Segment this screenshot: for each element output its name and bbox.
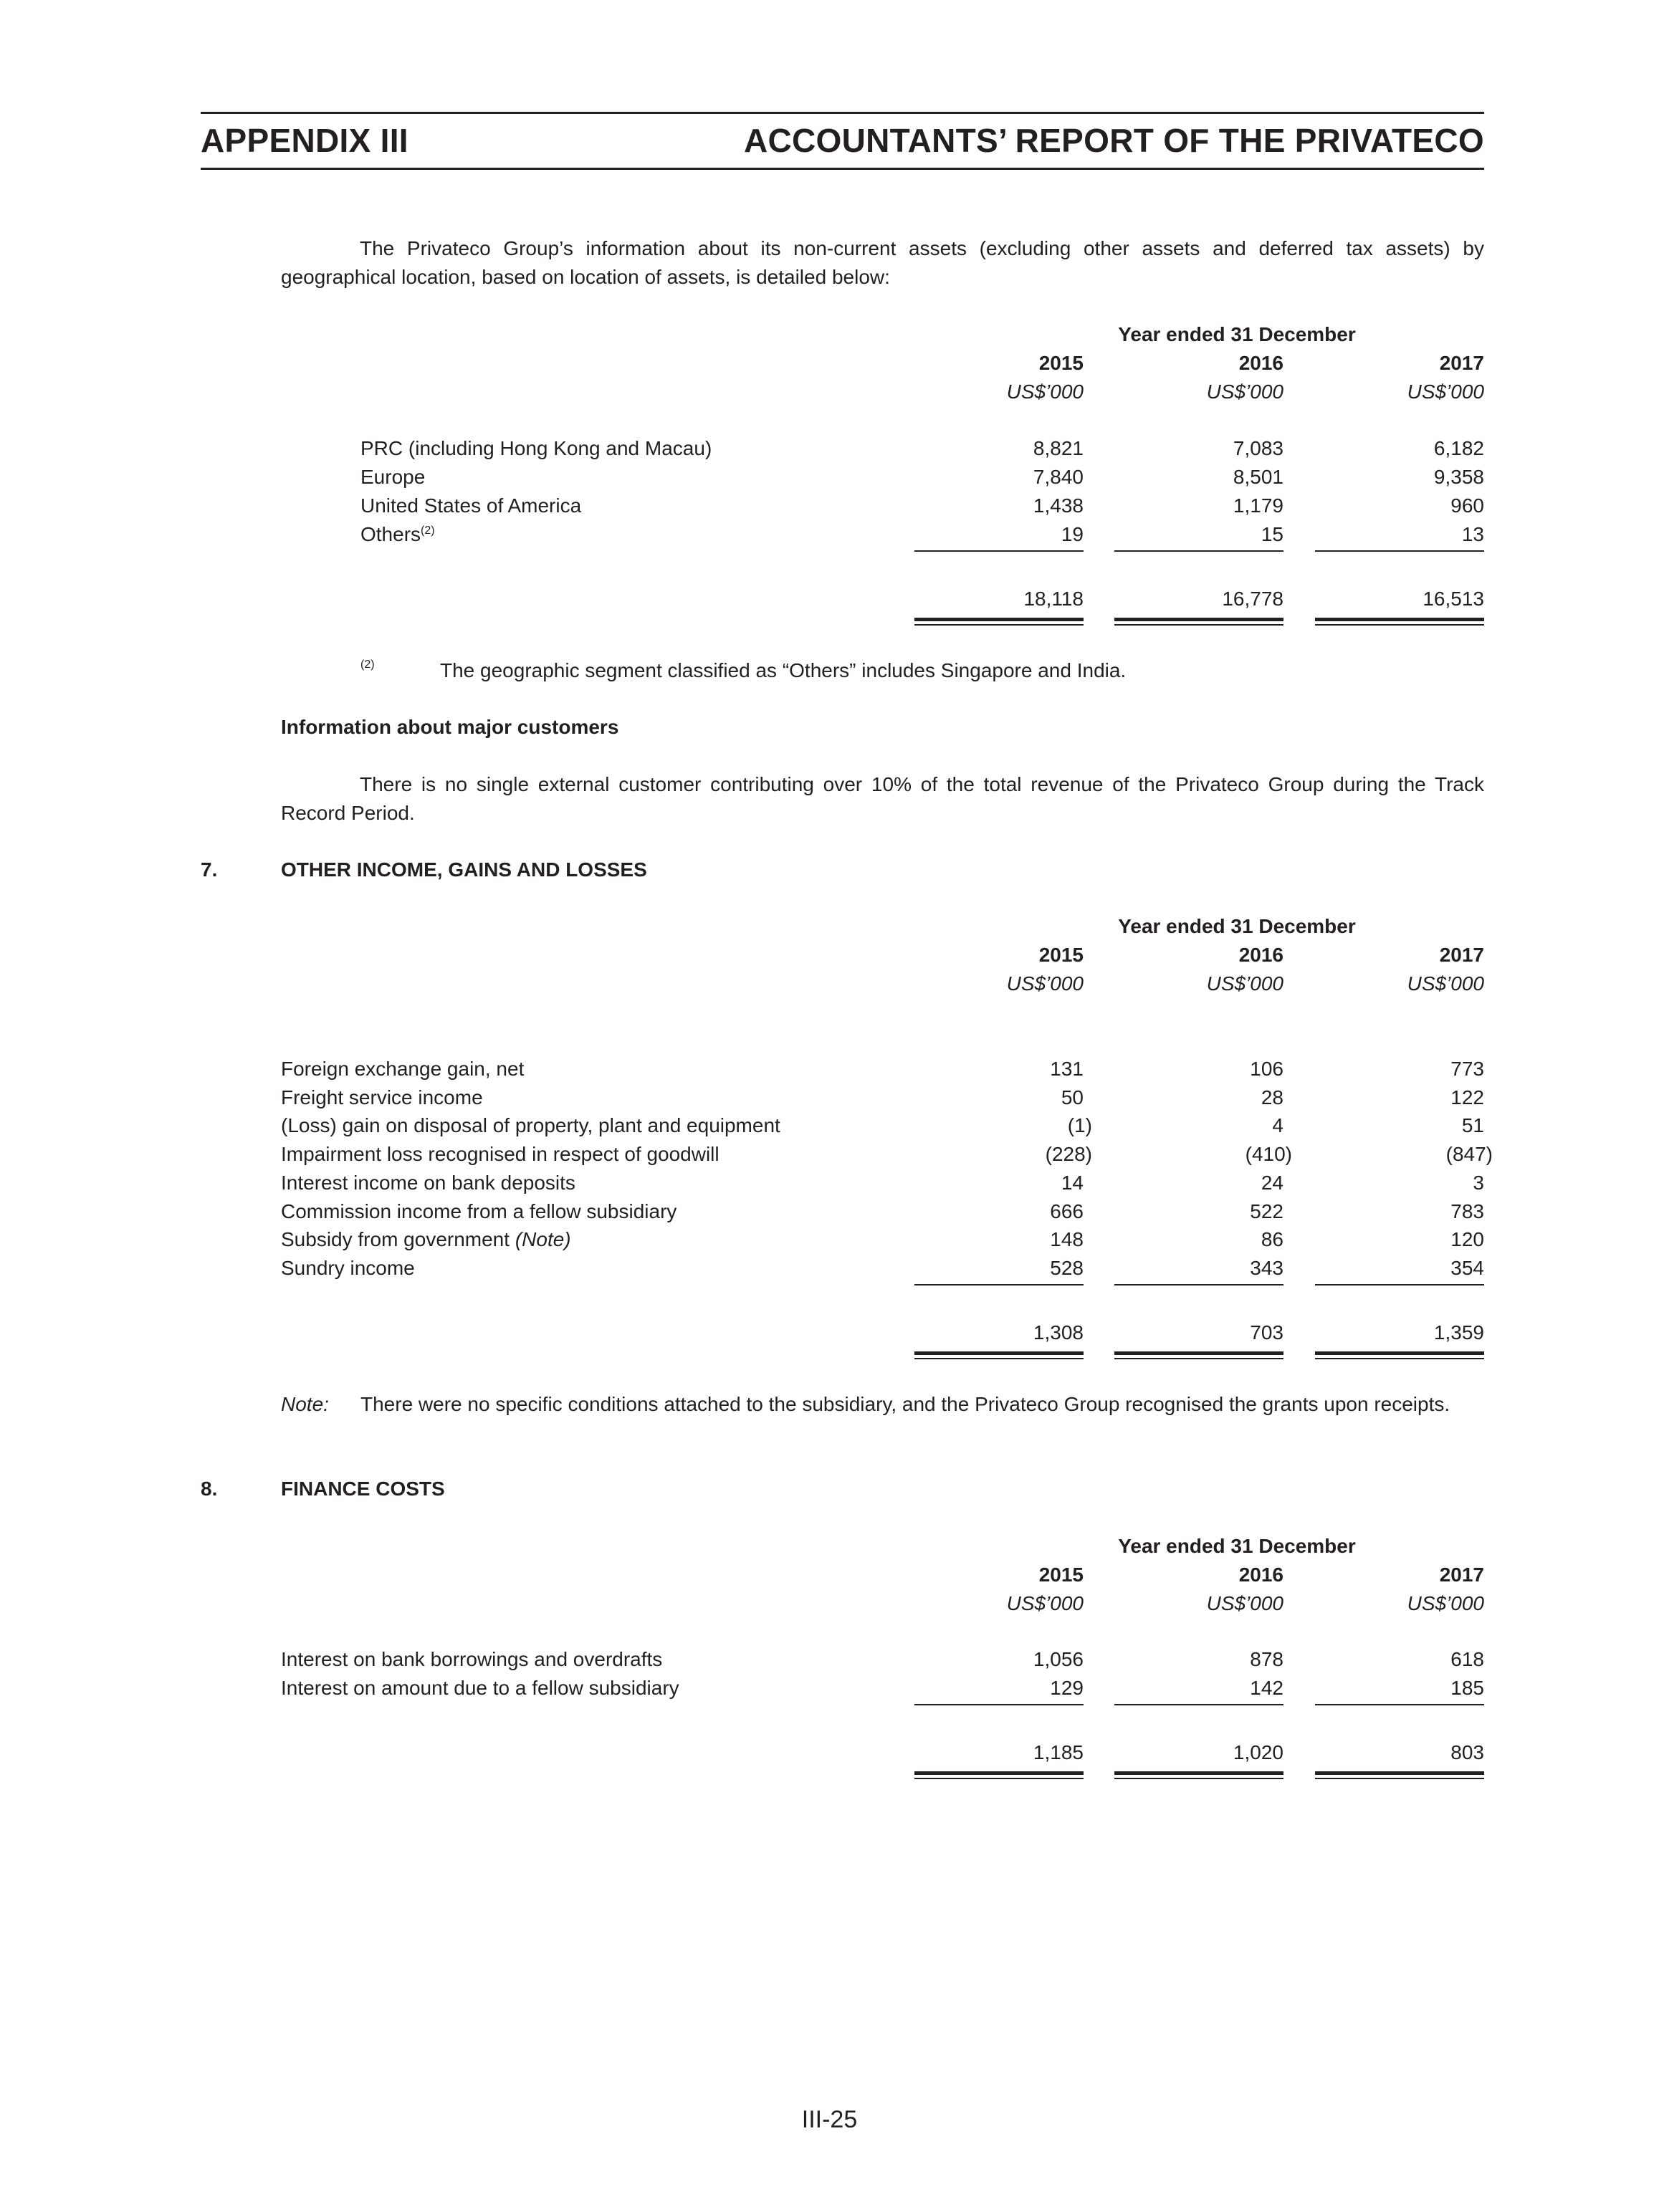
geo-cell: 15 [1261, 523, 1283, 545]
s8-cell: 129 [1050, 1677, 1084, 1699]
subtotal-rule [1315, 550, 1484, 552]
s7-unit-2016: US$’000 [1206, 972, 1283, 995]
note-reference: (Note) [515, 1228, 571, 1250]
geo-cell: 7,083 [1233, 437, 1283, 459]
s7-cell: 522 [1250, 1200, 1283, 1222]
s7-row-label: Freight service income [281, 1086, 483, 1109]
footnote-text: The geographic segment classified as “Others” includes Singapore and India. [440, 659, 1127, 681]
geo-year-2016: 2016 [1238, 352, 1283, 374]
s8-cell: 185 [1450, 1677, 1484, 1699]
geo-period-header: Year ended 31 December [1118, 323, 1356, 345]
geo-unit-2016: US$’000 [1206, 380, 1283, 403]
s7-total: 1,308 [1033, 1321, 1084, 1344]
footnote-marker: (2) [360, 659, 375, 671]
s7-row-label: Subsidy from government (Note) [281, 1228, 571, 1250]
s8-period-header: Year ended 31 December [1118, 1535, 1356, 1557]
geo-row-label: PRC (including Hong Kong and Macau) [360, 437, 712, 459]
s8-unit-2016: US$’000 [1206, 1592, 1283, 1614]
s7-year-2016: 2016 [1238, 944, 1283, 966]
total-double-rule [1315, 1351, 1484, 1359]
s7-cell: 28 [1261, 1086, 1283, 1109]
note-label: Note: [281, 1393, 329, 1415]
s8-unit-2017: US$’000 [1407, 1592, 1484, 1614]
s8-unit-2015: US$’000 [1006, 1592, 1084, 1614]
s7-cell: 354 [1450, 1257, 1484, 1279]
appendix-label: APPENDIX III [201, 122, 408, 159]
geo-year-2015: 2015 [1038, 352, 1084, 374]
s7-period-header: Year ended 31 December [1118, 915, 1356, 937]
page-number: III-25 [801, 2106, 858, 2133]
s8-year-2017: 2017 [1439, 1564, 1484, 1586]
geo-cell: 1,179 [1233, 494, 1283, 517]
note-text: There were no specific conditions attached to the subsidiary, and the Privateco Group recognised the grants upon receipts. [360, 1393, 1450, 1415]
s8-row-label: Interest on amount due to a fellow subsidiary [281, 1677, 679, 1699]
geo-unit-2017: US$’000 [1407, 380, 1484, 403]
s7-row-label: Impairment loss recognised in respect of goodwill [281, 1143, 719, 1165]
geo-cell: 8,501 [1233, 466, 1283, 488]
subtotal-rule [1114, 1704, 1283, 1705]
total-double-rule [1315, 618, 1484, 626]
report-title: ACCOUNTANTS’ REPORT OF THE PRIVATECO [743, 122, 1484, 159]
section-8-number: 8. [201, 1478, 218, 1500]
geo-row-label: Others$^{(2)}$ [360, 523, 435, 545]
subtotal-rule [1315, 1704, 1484, 1705]
section-7-title: OTHER INCOME, GAINS AND LOSSES [281, 858, 647, 881]
geo-row-label: United States of America [360, 494, 582, 517]
s7-cell: 50 [1061, 1086, 1084, 1109]
s8-cell: 1,056 [1033, 1648, 1084, 1670]
geo-cell: 6,182 [1433, 437, 1484, 459]
s8-year-2015: 2015 [1038, 1564, 1084, 1586]
s8-cell: 878 [1250, 1648, 1283, 1670]
s7-total: 703 [1250, 1321, 1283, 1344]
section-7-number: 7. [201, 858, 218, 881]
total-double-rule [1114, 1771, 1283, 1779]
total-double-rule [914, 1771, 1084, 1779]
s8-row-label: Interest on bank borrowings and overdrafts [281, 1648, 663, 1670]
s7-row-label: Foreign exchange gain, net [281, 1058, 525, 1080]
s7-cell: 86 [1261, 1228, 1283, 1250]
total-double-rule [914, 1351, 1084, 1359]
s7-cell: 4 [1272, 1114, 1283, 1136]
s7-unit-2015: US$’000 [1006, 972, 1084, 995]
s7-cell: 666 [1050, 1200, 1084, 1222]
s7-cell: 528 [1050, 1257, 1084, 1279]
s7-cell: 131 [1050, 1058, 1084, 1080]
s7-cell: (228) [1045, 1143, 1092, 1165]
geo-total: 16,778 [1222, 588, 1283, 610]
s8-cell: 142 [1250, 1677, 1283, 1699]
total-double-rule [1315, 1771, 1484, 1779]
s7-cell: 122 [1450, 1086, 1484, 1109]
geo-year-2017: 2017 [1439, 352, 1484, 374]
geo-unit-2015: US$’000 [1006, 380, 1084, 403]
s7-year-2017: 2017 [1439, 944, 1484, 966]
s7-row-label: Commission income from a fellow subsidiary [281, 1200, 677, 1222]
s8-total: 803 [1450, 1741, 1484, 1763]
subtotal-rule [1114, 1284, 1283, 1285]
subtotal-rule [914, 550, 1084, 552]
s8-total: 1,020 [1233, 1741, 1283, 1763]
major-customers-paragraph: There is no single external customer contributing over 10% of the total revenue of the Privateco Group during the Track Record Period. [281, 773, 1484, 824]
s7-cell: 773 [1450, 1058, 1484, 1080]
s8-cell: 618 [1450, 1648, 1484, 1670]
s7-unit-2017: US$’000 [1407, 972, 1484, 995]
geo-cell: 9,358 [1433, 466, 1484, 488]
subtotal-rule [914, 1704, 1084, 1705]
s7-cell: (1) [1067, 1114, 1092, 1136]
geo-row-label: Europe [360, 466, 426, 488]
s7-cell: 106 [1250, 1058, 1283, 1080]
s7-cell: (410) [1245, 1143, 1292, 1165]
section-8-title: FINANCE COSTS [281, 1478, 445, 1500]
geo-cell: 1,438 [1033, 494, 1084, 517]
geo-cell: 960 [1450, 494, 1484, 517]
s7-cell: (847) [1445, 1143, 1493, 1165]
s8-year-2016: 2016 [1238, 1564, 1283, 1586]
header-rule-top [201, 112, 1484, 114]
s7-cell: 120 [1450, 1228, 1484, 1250]
geo-cell: 13 [1461, 523, 1484, 545]
s7-row-label: Sundry income [281, 1257, 415, 1279]
s7-row-label: Interest income on bank deposits [281, 1172, 575, 1194]
geo-cell: 19 [1061, 523, 1084, 545]
s7-cell: 148 [1050, 1228, 1084, 1250]
subtotal-rule [914, 1284, 1084, 1285]
s8-total: 1,185 [1033, 1741, 1084, 1763]
s7-cell: 783 [1450, 1200, 1484, 1222]
major-customers-heading: Information about major customers [281, 716, 619, 738]
subtotal-rule [1114, 550, 1283, 552]
total-double-rule [1114, 618, 1283, 626]
s7-total: 1,359 [1433, 1321, 1484, 1344]
s7-cell: 3 [1473, 1172, 1484, 1194]
s7-year-2015: 2015 [1038, 944, 1084, 966]
geo-total: 16,513 [1423, 588, 1484, 610]
intro-paragraph: The Privateco Group’s information about its non-current assets (excluding other assets and deferred tax assets) by geographical location, based on location of assets, is detailed below: [281, 237, 1484, 288]
total-double-rule [914, 618, 1084, 626]
s7-cell: 24 [1261, 1172, 1283, 1194]
s7-row-label: (Loss) gain on disposal of property, plant and equipment [281, 1114, 780, 1136]
s7-cell: 51 [1461, 1114, 1484, 1136]
s7-cell: 343 [1250, 1257, 1283, 1279]
geo-total: 18,118 [1023, 588, 1084, 610]
footnote-marker: (2) [421, 525, 435, 537]
s7-cell: 14 [1061, 1172, 1084, 1194]
geo-cell: 7,840 [1033, 466, 1084, 488]
subtotal-rule [1315, 1284, 1484, 1285]
geo-cell: 8,821 [1033, 437, 1084, 459]
total-double-rule [1114, 1351, 1283, 1359]
header-rule-bottom [201, 168, 1484, 170]
